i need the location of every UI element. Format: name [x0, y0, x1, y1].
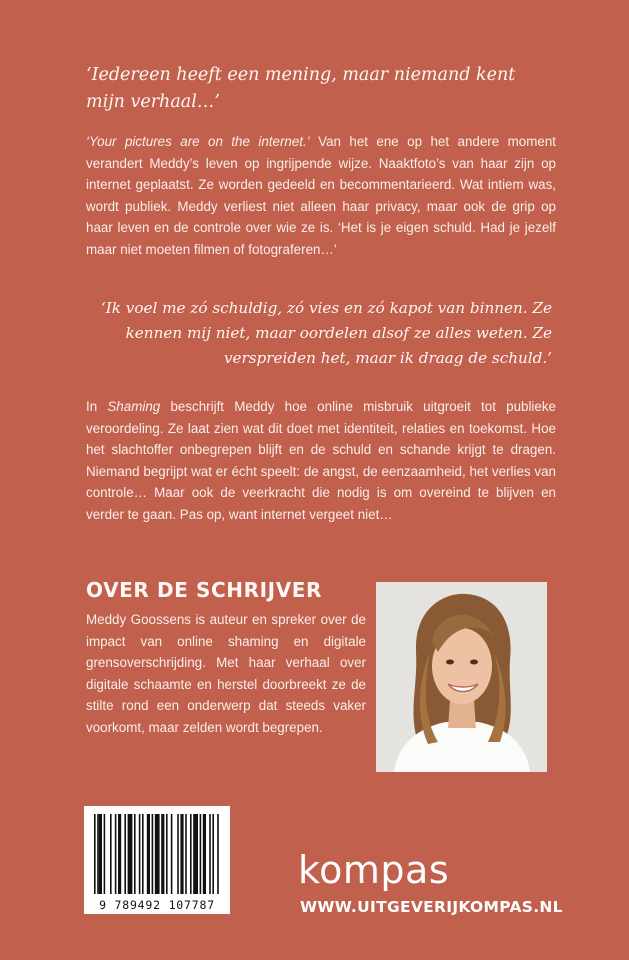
author-photo	[376, 582, 547, 772]
book-title-italic: Shaming	[107, 399, 161, 414]
blurb-italic-lead: ‘Your pictures are on the internet.’	[86, 134, 310, 149]
author-portrait-illustration	[376, 582, 547, 772]
pull-quote: ‘Ik voel me zó schuldig, zó vies en zó kapot van binnen. Ze kennen mij niet, maar oordelen alsof ze alles weten. Ze verspreiden het, maar ik draag de schuld.’	[100, 299, 552, 367]
author-heading: OVER DE SCHRIJVER	[86, 578, 323, 602]
blurb-paragraph-1	[86, 131, 556, 261]
blurb-paragraph-2-prefix: In	[86, 399, 108, 414]
blurb-paragraph-2	[86, 396, 556, 526]
author-bio: Meddy Goossens is auteur en spreker over de impact van online shaming en digitale grensoverschrijding. Met haar verhaal over digitale schaamte en herstel doorbreekt ze de stilte rond een onderwerp dat steeds vaker voorkomt, maar zelden wordt begrepen.	[86, 612, 366, 735]
isbn-number: 9 789492 107787	[99, 898, 215, 912]
opening-quote: ‘Iedereen heeft een mening, maar niemand kent mijn verhaal…’	[86, 65, 516, 112]
publisher-website: WWW.UITGEVERIJKOMPAS.NL	[300, 898, 563, 916]
blurb-paragraph-2-text: beschrijft Meddy hoe online misbruik uitgroeit tot publieke veroordeling. Ze laat zien wat dit doet met identiteit, relaties en toekomst. Hoe het slachtoffer onbegrepen blijft en de schuld en schande krijgt te dragen. Niemand begrijpt wat er écht speelt: de angst, de eenzaamheid, het verlies van controle… Maar ook de veerkracht die nodig is om overeind te blijven en verder te gaan. Pas op, want internet vergeet niet…	[86, 399, 556, 522]
publisher-logo: kompas	[298, 848, 450, 892]
blurb-paragraph-1-text: Van het ene op het andere moment verandert Meddy’s leven op ingrijpende wijze. Naaktfoto’s van haar zijn op internet geplaatst. Ze worden gedeeld en becommentarieerd. Wat intiem was, wordt publiek. Meddy verliest niet alleen haar privacy, maar ook de grip op haar leven en de controle over wie ze is. ‘Het is je eigen schuld. Had je jezelf maar niet moeten filmen of fotograferen…’	[86, 134, 557, 257]
barcode-icon	[84, 806, 230, 898]
isbn-barcode	[84, 806, 230, 914]
